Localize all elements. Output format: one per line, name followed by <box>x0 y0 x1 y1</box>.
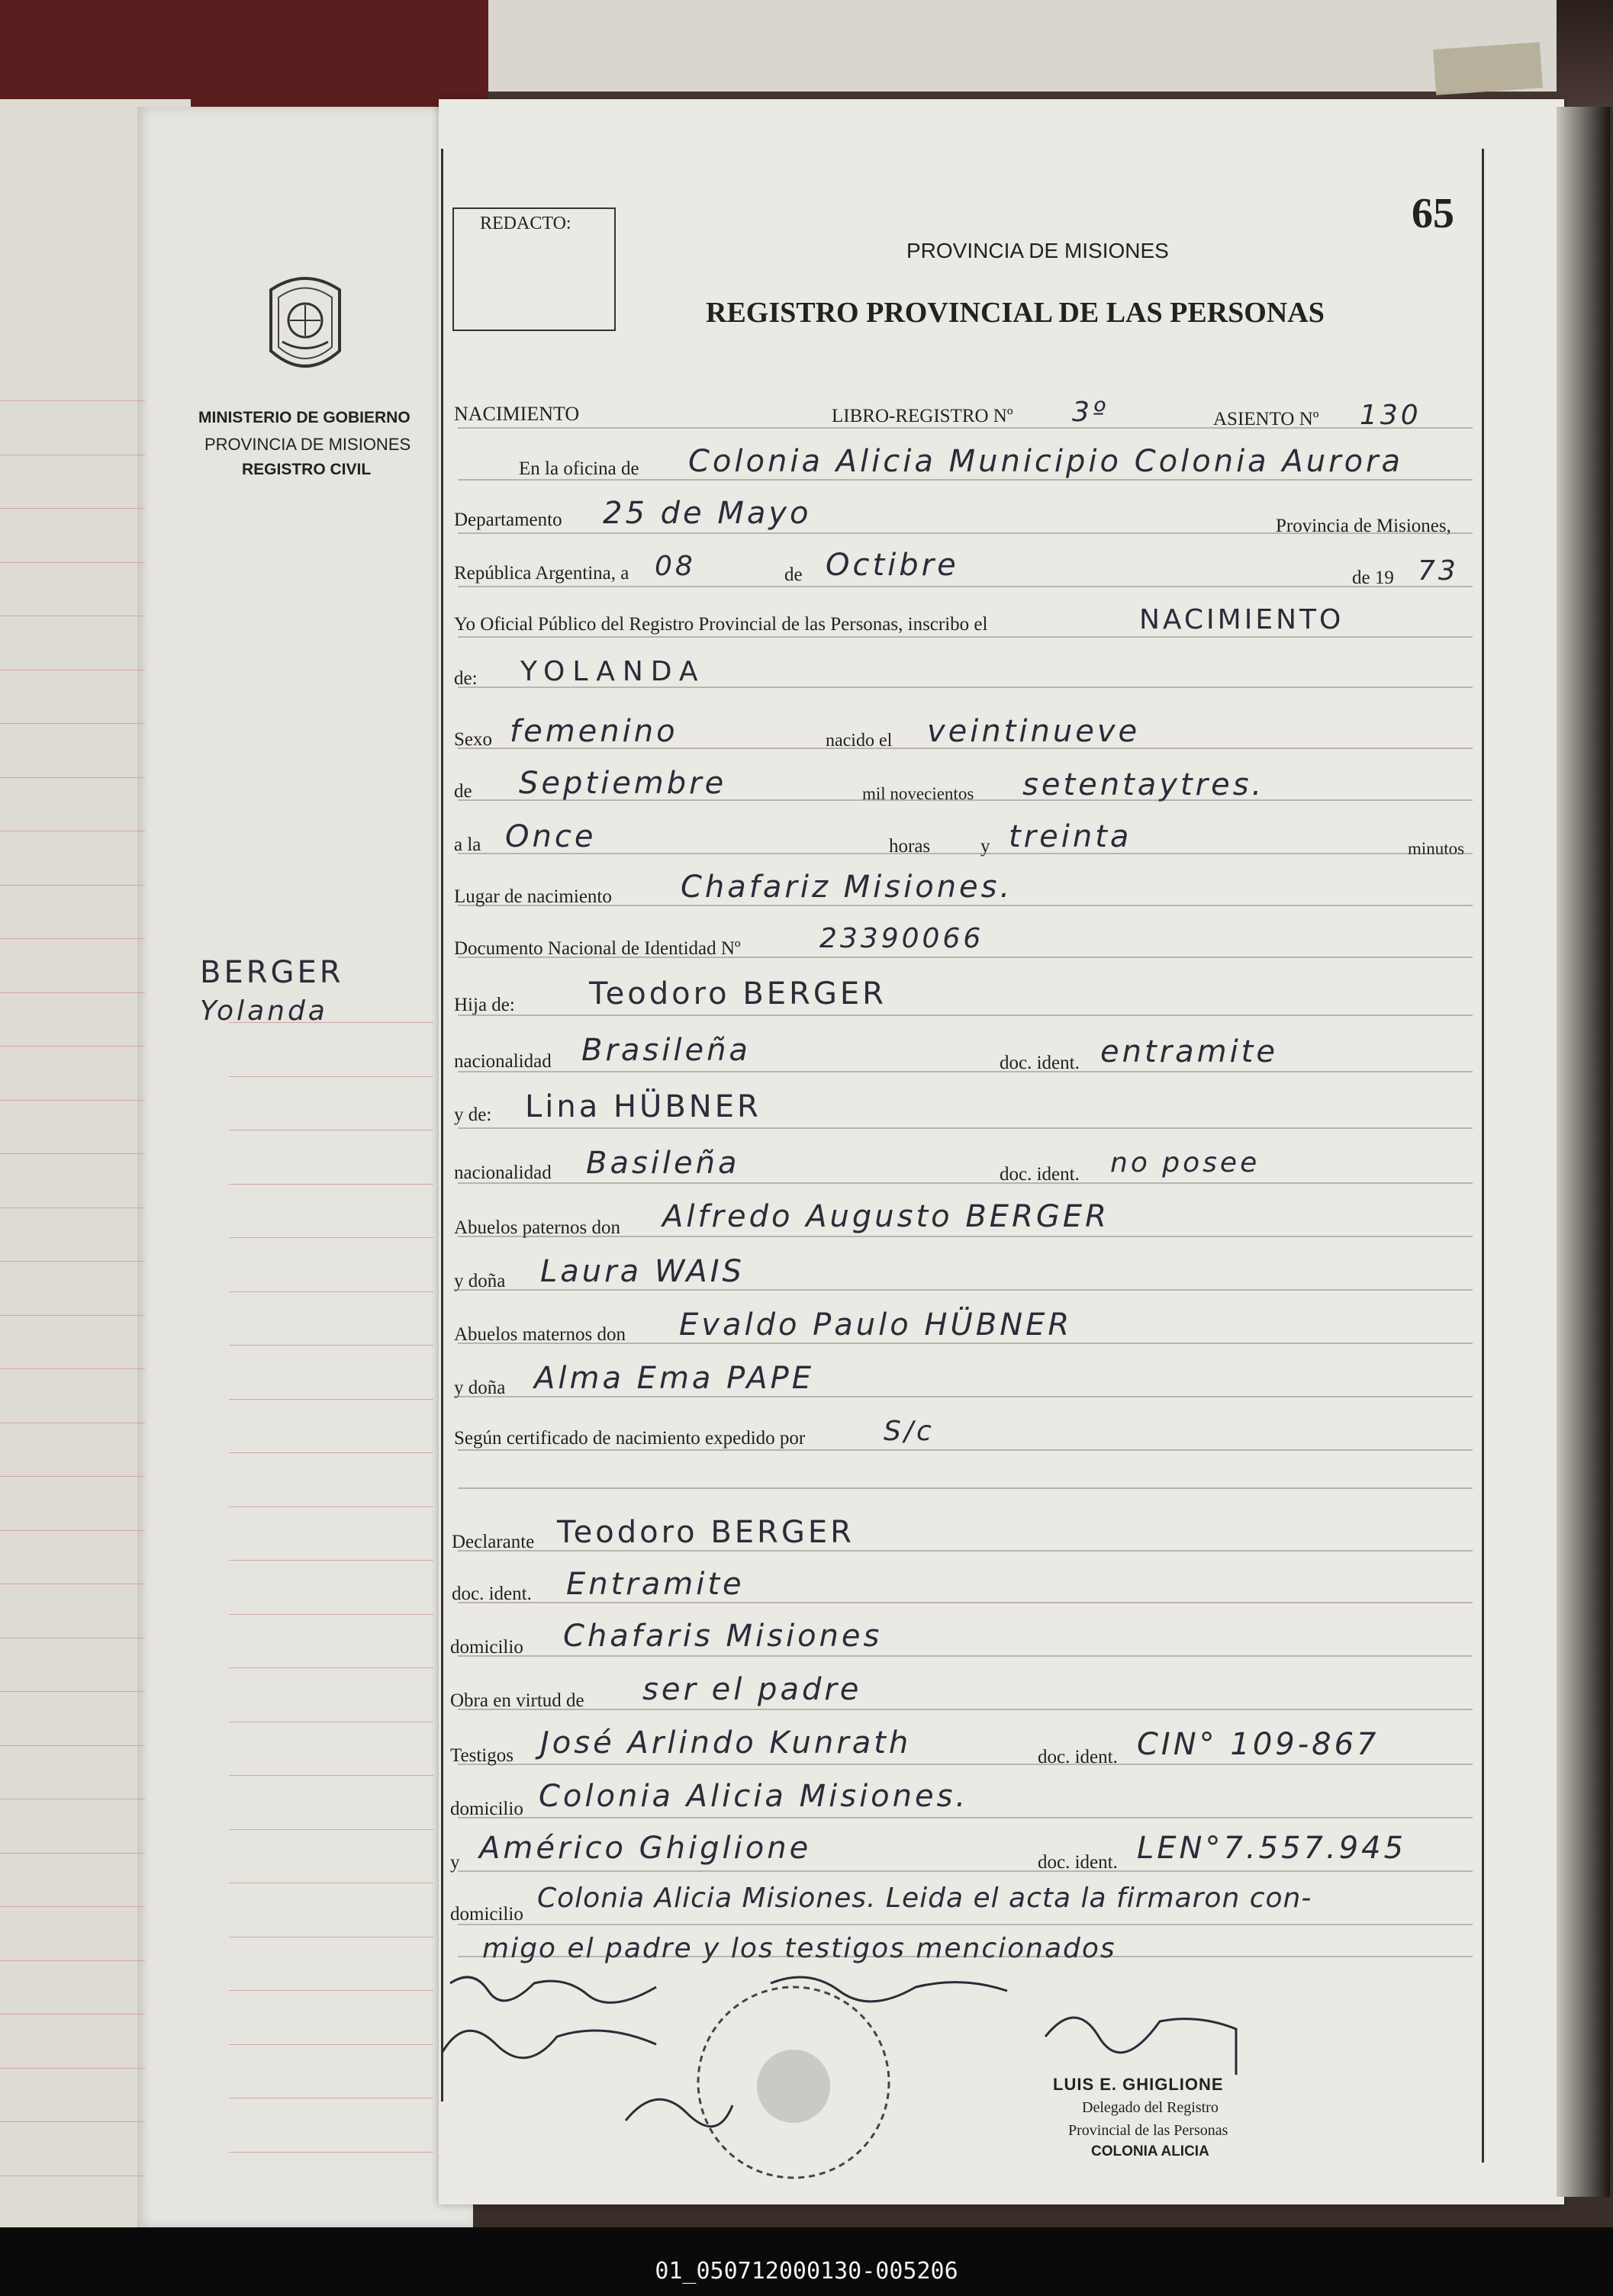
departamento-label: Departamento <box>454 510 562 530</box>
nac2-value: Basileña <box>586 1146 740 1181</box>
frame-left-line <box>441 149 443 2101</box>
form-underline <box>458 748 1473 749</box>
domicilio2-value: Colonia Alicia Misiones. <box>539 1779 969 1814</box>
domicilio3-value: Colonia Alicia Misiones. Leida el acta la firmaron con- <box>537 1883 1312 1914</box>
doc2-label: doc. ident. <box>1000 1164 1080 1185</box>
form-underline <box>458 636 1473 638</box>
year-label: de 19 <box>1352 568 1394 588</box>
page-stack-top <box>488 0 1557 92</box>
ledger-rule <box>0 992 145 993</box>
ledger-rule <box>0 885 145 886</box>
ledger-rule <box>0 562 145 563</box>
ledger-rule <box>0 1153 145 1154</box>
margin-rule <box>229 1560 433 1561</box>
official-place: COLONIA ALICIA <box>1091 2143 1209 2159</box>
hijo-label: Hija de: <box>454 995 515 1015</box>
cont-value: migo el padre y los testigos mencionados <box>482 1933 1116 1964</box>
month-value: Octibre <box>826 548 959 583</box>
de-name-label: de: <box>454 668 478 689</box>
domicilio2-label: domicilio <box>450 1799 523 1819</box>
margin-rule <box>229 1291 433 1292</box>
hora-value: Once <box>505 819 597 854</box>
provincial-seal-icon <box>256 267 355 381</box>
libro-label: LIBRO-REGISTRO Nº <box>832 406 1013 426</box>
margin-rule <box>229 2044 433 2045</box>
margin-rule <box>229 1614 433 1615</box>
lugar-value: Chafariz Misiones. <box>681 870 1013 905</box>
republica-label: República Argentina, a <box>454 563 629 584</box>
redacto-label: REDACTO: <box>480 214 571 233</box>
official-title1: Delegado del Registro <box>1082 2099 1219 2116</box>
day-value: 08 <box>655 551 696 582</box>
redacto-box <box>452 207 616 331</box>
form-underline <box>458 1924 1473 1925</box>
form-underline <box>458 1487 1473 1489</box>
official-title2: Provincial de las Personas <box>1068 2122 1228 2139</box>
book-spine <box>1433 42 1543 95</box>
form-underline <box>458 957 1473 958</box>
book-cover <box>0 0 488 114</box>
margin-surname: BERGER <box>200 955 344 990</box>
margin-name: Yolanda <box>200 995 328 1027</box>
margin-rule <box>229 1829 433 1830</box>
y-label: y <box>980 836 990 857</box>
abp2-value: Laura WAIS <box>540 1254 745 1289</box>
obra-value: ser el padre <box>642 1672 862 1707</box>
lugar-label: Lugar de nacimiento <box>454 886 612 907</box>
form-underline <box>458 1449 1473 1451</box>
image-caption: 01_050712000130-005206 <box>655 2258 958 2285</box>
declarante-value: Teodoro BERGER <box>557 1515 855 1550</box>
form-underline <box>458 1236 1473 1237</box>
ledger-rule <box>0 777 145 778</box>
signatures-area <box>427 1960 1480 2204</box>
abm-label: Abuelos maternos don <box>454 1324 626 1345</box>
asiento-label: ASIENTO Nº <box>1213 409 1319 429</box>
testigo1-value: José Arlindo Kunrath <box>540 1725 912 1761</box>
mil-value: setentaytres. <box>1022 767 1265 802</box>
doct1-value: CIN° 109-867 <box>1137 1727 1380 1762</box>
ydona2-label: y doña <box>454 1378 506 1398</box>
ledger-rule <box>0 1476 145 1477</box>
name-value: YOLANDA <box>520 656 706 687</box>
yo-label: Yo Oficial Público del Registro Provincial de las Personas, inscribo el <box>454 614 988 635</box>
frame-right-line <box>1482 149 1484 2163</box>
testigo2-value: Américo Ghiglione <box>479 1831 812 1866</box>
ledger-rule <box>0 1745 145 1746</box>
docdecl-label: doc. ident. <box>452 1584 532 1604</box>
ledger-rule <box>0 2014 145 2015</box>
form-underline <box>458 1127 1473 1129</box>
margin-rule <box>229 2152 433 2153</box>
obra-label: Obra en virtud de <box>450 1690 584 1711</box>
form-underline <box>458 799 1473 801</box>
margin-rule <box>229 1452 433 1453</box>
witness2-signature <box>626 2099 732 2127</box>
provincia-label: Provincia de Misiones, <box>1276 516 1451 536</box>
form-underline <box>458 1870 1473 1872</box>
form-underline <box>458 1550 1473 1552</box>
ministry-line1: MINISTERIO DE GOBIERNO <box>198 409 410 426</box>
madre-value: Lina HÜBNER <box>525 1089 761 1124</box>
margin-rule <box>229 1399 433 1400</box>
form-underline <box>458 1289 1473 1291</box>
minutos-label: minutos <box>1408 839 1465 858</box>
witness-signature <box>771 1977 1007 2002</box>
mes-value: Septiembre <box>519 766 727 801</box>
de2-label: de <box>454 781 472 802</box>
ledger-rule <box>0 1530 145 1531</box>
form-underline <box>458 1764 1473 1765</box>
margin-rule <box>229 1667 433 1668</box>
form-underline <box>458 1817 1473 1818</box>
form-underline <box>458 427 1473 429</box>
ledger-rule <box>0 1100 145 1101</box>
page-edge-shadow <box>1557 107 1610 2197</box>
ministry-line2: PROVINCIA DE MISIONES <box>204 435 411 454</box>
doc1-value: entramite <box>1100 1034 1278 1069</box>
ledger-rule <box>0 1906 145 1907</box>
sexo-label: Sexo <box>454 729 492 750</box>
segun-value: S/c <box>884 1416 935 1447</box>
year-value: 73 <box>1418 555 1459 587</box>
ala-label: a la <box>454 834 481 855</box>
ydona1-label: y doña <box>454 1271 506 1291</box>
oficina-value: Colonia Alicia Municipio Colonia Aurora <box>688 444 1403 479</box>
form-underline <box>458 1602 1473 1603</box>
registry-title: REGISTRO PROVINCIAL DE LAS PERSONAS <box>706 297 1325 329</box>
official-signature <box>1045 2018 1236 2075</box>
ledger-rule <box>0 1261 145 1262</box>
domicilio1-value: Chafaris Misiones <box>563 1619 883 1654</box>
form-underline <box>458 1343 1473 1344</box>
abp-label: Abuelos paternos don <box>454 1217 621 1238</box>
nac1-label: nacionalidad <box>454 1051 552 1072</box>
yde-label: y de: <box>454 1105 492 1125</box>
dni-value: 23390066 <box>819 923 984 954</box>
doct2-value: LEN°7.557.945 <box>1137 1831 1407 1866</box>
minutos-value: treinta <box>1009 819 1132 854</box>
oficina-label: En la oficina de <box>519 458 639 479</box>
form-underline <box>458 532 1473 534</box>
y-testigo-label: y <box>450 1852 460 1873</box>
declarant-signature <box>450 1977 656 2002</box>
doc1-label: doc. ident. <box>1000 1053 1080 1073</box>
domicilio3-label: domicilio <box>450 1904 523 1925</box>
form-underline <box>458 586 1473 587</box>
province-title: PROVINCIA DE MISIONES <box>906 239 1169 262</box>
form-underline <box>458 479 1473 481</box>
form-underline <box>458 1071 1473 1072</box>
asiento-value: 130 <box>1360 400 1421 431</box>
ledger-rule <box>0 1853 145 1854</box>
doct2-label: doc. ident. <box>1038 1852 1118 1873</box>
nacimiento-label: NACIMIENTO <box>454 403 580 425</box>
libro-value: 3º <box>1072 397 1109 428</box>
domicilio1-label: domicilio <box>450 1637 523 1658</box>
form-underline <box>458 1015 1473 1016</box>
ledger-rule <box>0 400 145 401</box>
yo-value: NACIMIENTO <box>1139 604 1344 635</box>
ledger-rule <box>0 1691 145 1692</box>
doc2-value: no posee <box>1110 1147 1260 1179</box>
padre-value: Teodoro BERGER <box>589 976 887 1011</box>
ledger-rule <box>0 1368 145 1369</box>
ledger-rule <box>0 508 145 509</box>
nac1-value: Brasileña <box>581 1033 751 1068</box>
form-underline <box>458 687 1473 688</box>
form-underline <box>458 1182 1473 1184</box>
ledger-rule <box>0 1315 145 1316</box>
ledger-rule <box>0 2068 145 2069</box>
margin-rule <box>229 1076 433 1077</box>
testigos-label: Testigos <box>450 1745 514 1766</box>
doct1-label: doc. ident. <box>1038 1747 1118 1767</box>
margin-rule <box>229 1237 433 1238</box>
form-underline <box>458 1956 1473 1957</box>
form-underline <box>458 853 1473 854</box>
witness1-signature <box>443 2031 656 2058</box>
ministry-line3: REGISTRO CIVIL <box>242 461 372 478</box>
abm2-value: Alma Ema PAPE <box>534 1361 815 1396</box>
page-number: 65 <box>1412 190 1454 237</box>
nac2-label: nacionalidad <box>454 1162 552 1183</box>
segun-label: Según certificado de nacimiento expedido por <box>454 1428 806 1449</box>
sexo-value: femenino <box>510 714 678 749</box>
ledger-rule <box>0 2175 145 2176</box>
mil-label: mil novecientos <box>862 784 974 803</box>
nacido-value: veintinueve <box>927 714 1141 749</box>
ledger-rule <box>0 2121 145 2122</box>
ledger-rule <box>0 938 145 939</box>
ledger-rule <box>0 1046 145 1047</box>
ledger-rule <box>0 1207 145 1208</box>
declarante-label: Declarante <box>452 1532 535 1552</box>
abm-value: Evaldo Paulo HÜBNER <box>679 1307 1073 1343</box>
de-label: de <box>784 564 803 585</box>
form-underline <box>458 1655 1473 1657</box>
nacido-label: nacido el <box>826 731 893 751</box>
margin-rule <box>229 1184 433 1185</box>
margin-rule <box>229 1990 433 1991</box>
margin-rule <box>229 1775 433 1776</box>
docdecl-value: Entramite <box>566 1567 745 1602</box>
official-name: LUIS E. GHIGLIONE <box>1053 2075 1224 2094</box>
margin-rule <box>229 1345 433 1346</box>
dni-label: Documento Nacional de Identidad Nº <box>454 938 741 959</box>
ledger-rule <box>0 723 145 724</box>
abp-value: Alfredo Augusto BERGER <box>662 1199 1109 1234</box>
departamento-value: 25 de Mayo <box>603 496 812 531</box>
form-underline <box>458 1709 1473 1710</box>
ledger-rule <box>0 1960 145 1961</box>
form-underline <box>458 1396 1473 1397</box>
horas-label: horas <box>889 836 931 857</box>
form-underline <box>458 905 1473 906</box>
